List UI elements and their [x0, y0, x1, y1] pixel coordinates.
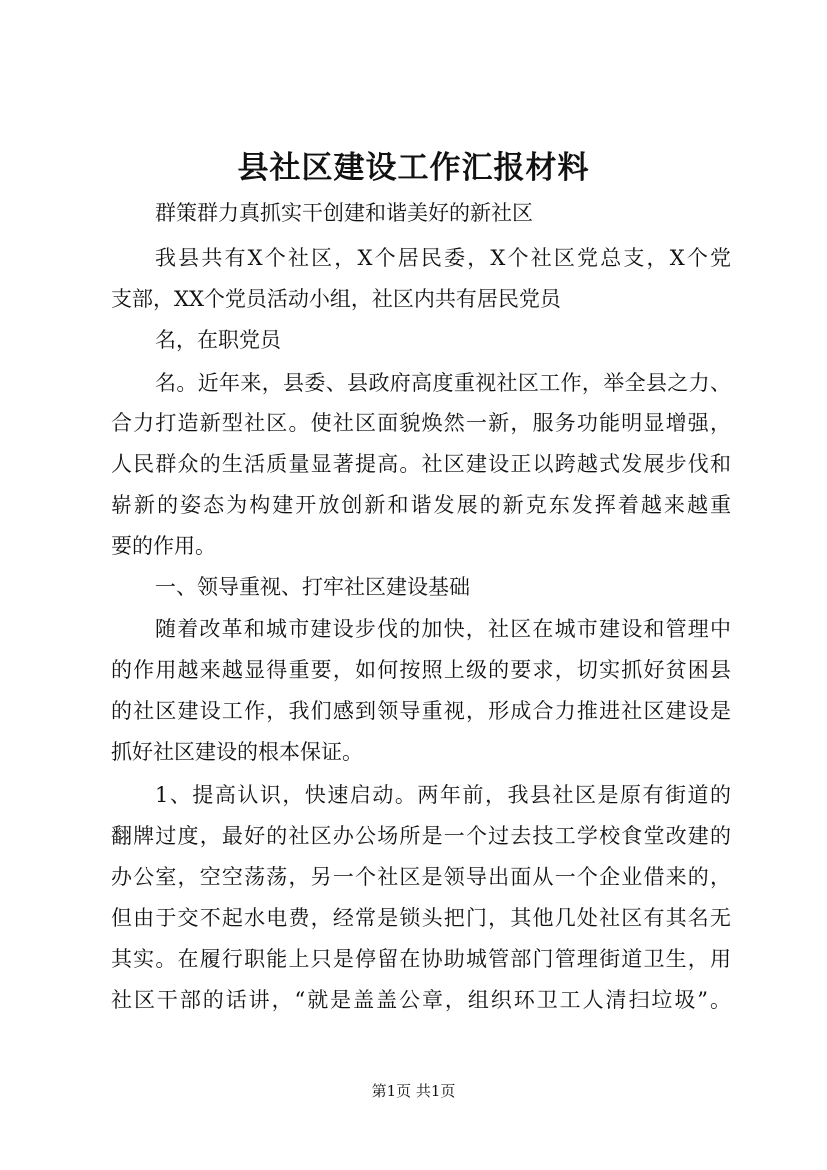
page-number: 第1页 共1页 [371, 1082, 456, 1100]
body-line: 人民群众的生活质量显著提高。社区建设正以跨越式发展步伐和 [111, 452, 731, 476]
body-line: 名，在职党员 [155, 328, 281, 352]
body-line: 其实。在履行职能上只是停留在协助城管部门管理街道卫生，用 [111, 947, 731, 971]
body-line: 合力打造新型社区。使社区面貌焕然一新，服务功能明显增强， [111, 411, 731, 435]
section-heading: 一、领导重视、打牢社区建设基础 [155, 575, 470, 599]
body-line: 办公室，空空荡荡，另一个社区是领导出面从一个企业借来的， [111, 865, 731, 889]
subtitle-line: 群策群力真抓实干创建和谐美好的新社区 [155, 201, 533, 225]
body-line: 支部，XX个党员活动小组，社区内共有居民党员 [111, 287, 561, 311]
body-line: 名。近年来，县委、县政府高度重视社区工作，举全县之力、 [155, 371, 731, 395]
body-line: 崭新的姿态为构建开放创新和谐发展的新克东发挥着越来越重 [111, 493, 731, 517]
document-title: 县社区建设工作汇报材料 [237, 150, 590, 186]
body-line: 的作用越来越显得重要，如何按照上级的要求，切实抓好贫困县 [111, 658, 731, 682]
body-line: 我县共有X个社区，X个居民委，X个社区党总支，X个党 [155, 246, 731, 270]
body-line: 要的作用。 [111, 534, 216, 558]
body-line: 1、提高认识，快速启动。两年前，我县社区是原有街道的 [155, 783, 731, 807]
body-line: 抓好社区建设的根本保证。 [111, 740, 363, 764]
body-line: 社区干部的话讲，“就是盖盖公章，组织环卫工人清扫垃圾”。 [111, 988, 731, 1012]
body-line: 但由于交不起水电费，经常是锁头把门，其他几处社区有其名无 [111, 906, 731, 930]
body-line: 的社区建设工作，我们感到领导重视，形成合力推进社区建设是 [111, 699, 731, 723]
body-line: 翻牌过度，最好的社区办公场所是一个过去技工学校食堂改建的 [111, 824, 731, 848]
body-line: 随着改革和城市建设步伐的加快，社区在城市建设和管理中 [155, 617, 731, 641]
